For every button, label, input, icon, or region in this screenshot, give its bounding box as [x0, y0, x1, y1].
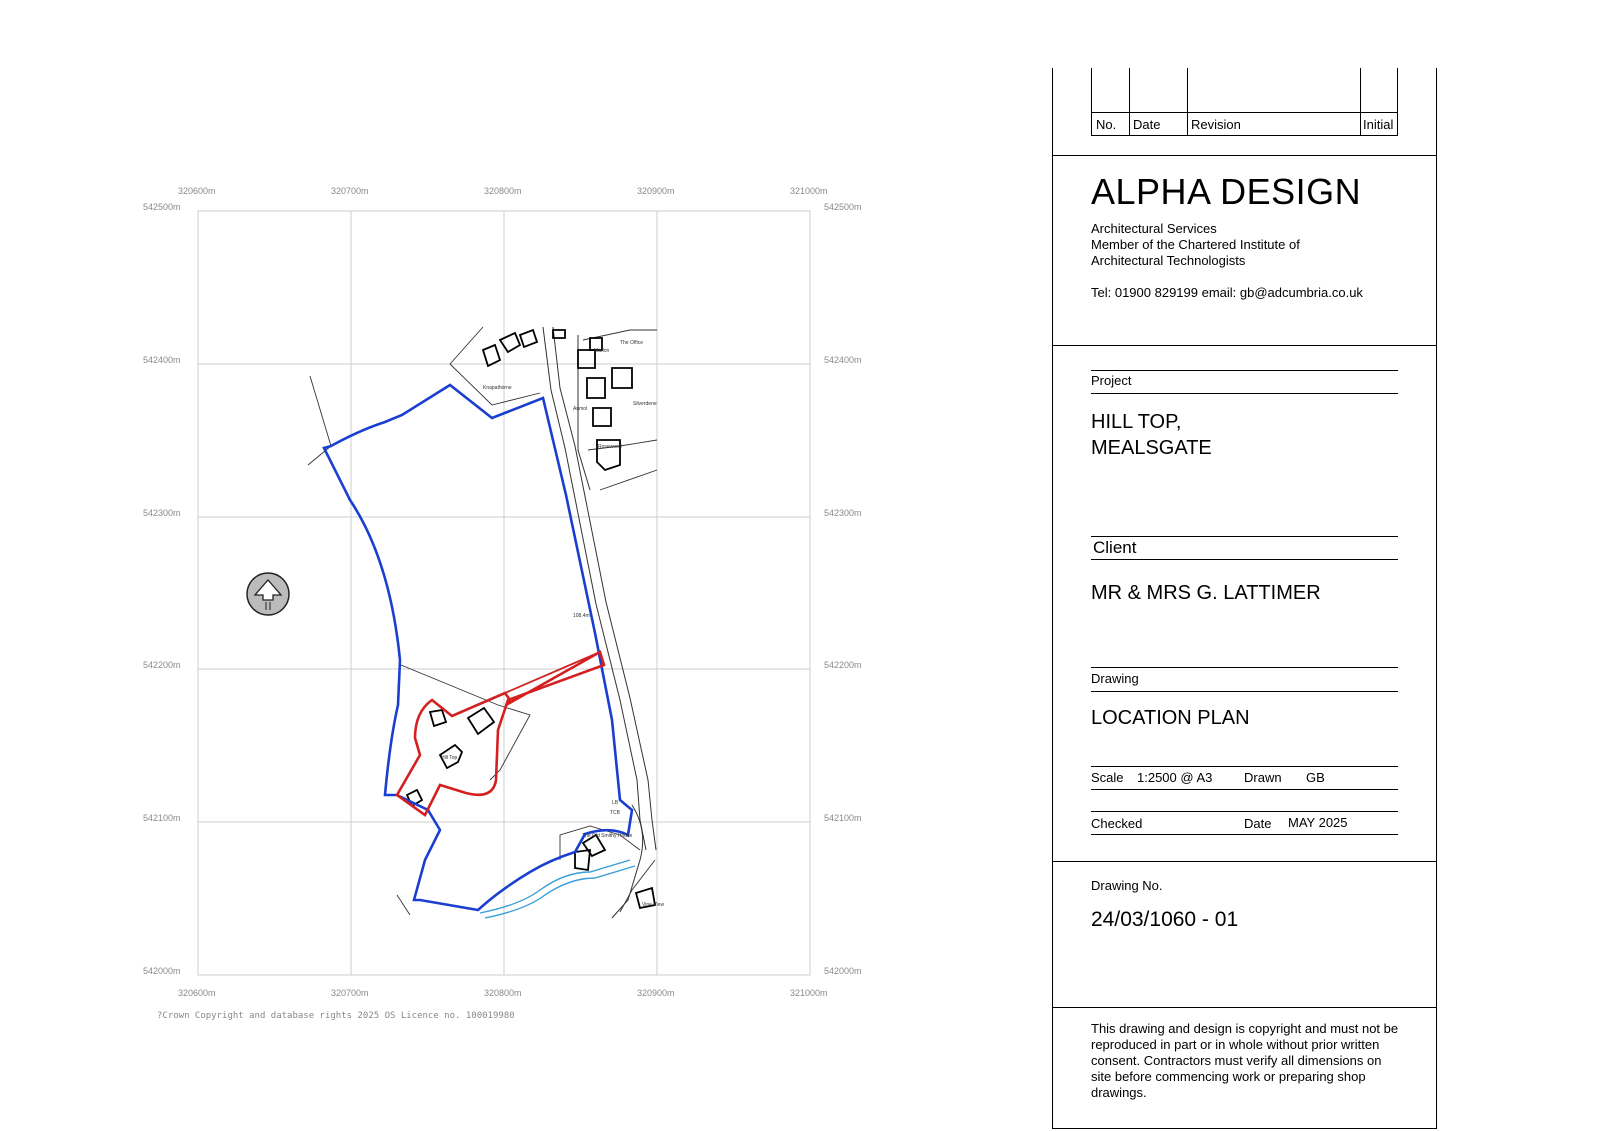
checked-label: Checked	[1091, 816, 1143, 831]
project-line-2: MEALSGATE	[1091, 437, 1212, 459]
grid-y-label: 542300m	[143, 508, 181, 518]
grid-y-label: 542000m	[824, 966, 862, 976]
field-lines	[308, 327, 657, 915]
building-label: Anmol	[573, 406, 588, 412]
grid-y-label: 542100m	[143, 813, 181, 823]
ownership-boundary	[324, 385, 632, 910]
scale-value: 1:2500 @ A3	[1137, 770, 1213, 785]
building-label: Knapathorne	[483, 385, 512, 391]
grid-y-label: 542500m	[824, 202, 862, 212]
building-label: Silverdene	[633, 401, 657, 407]
company-contact: Tel: 01900 829199 email: gb@adcumbria.co.uk	[1091, 285, 1363, 300]
grid-x-label: 320800m	[484, 186, 522, 196]
company-line-3: Architectural Technologists	[1091, 253, 1246, 268]
grid-x-label: 321000m	[790, 988, 828, 998]
title-block	[1052, 68, 1437, 1129]
grid-x-label: 320700m	[331, 186, 369, 196]
grid-labels-left	[143, 202, 181, 976]
building-label: Hill Top	[441, 755, 458, 761]
buildings	[407, 330, 655, 908]
grid-x-label: 320600m	[178, 186, 216, 196]
building-label: Rosewood	[598, 444, 622, 450]
building-label: Vine View	[642, 902, 665, 908]
grid-x-label: 320900m	[637, 988, 675, 998]
grid-y-label: 542200m	[143, 660, 181, 670]
drawing-number-section	[1053, 861, 1436, 1008]
spot-label: 108.4m	[573, 613, 590, 619]
grid-x-label: 320800m	[484, 988, 522, 998]
rev-header-revision: Revision	[1191, 117, 1241, 132]
client-value: MR & MRS G. LATTIMER	[1091, 582, 1321, 604]
grid-labels-right	[824, 202, 862, 976]
grid-y-label: 542100m	[824, 813, 862, 823]
copyright-disclaimer: This drawing and design is copyright and must not be reproduced in part or in whole without prior written consent. Contractors must verify all dimensions on site before commencing work or preparing shop drawings.	[1091, 1021, 1399, 1100]
date-value: MAY 2025	[1288, 815, 1348, 830]
project-section	[1053, 345, 1436, 862]
drawing-label: Drawing	[1091, 671, 1139, 686]
grid-labels-top	[178, 186, 828, 196]
company-line-2: Member of the Chartered Institute of	[1091, 237, 1300, 252]
spot-label: LB	[612, 800, 619, 806]
north-arrow-icon	[247, 573, 289, 615]
copyright-notice: ?Crown Copyright and database rights 2025 OS Licence no. 100019980	[157, 1011, 515, 1021]
grid-labels-bottom	[178, 988, 828, 998]
grid-y-label: 542000m	[143, 966, 181, 976]
grid-y-label: 542500m	[143, 202, 181, 212]
company-section	[1053, 155, 1436, 346]
grid-y-label: 542200m	[824, 660, 862, 670]
grid-x-label: 321000m	[790, 186, 828, 196]
grid-y-label: 542400m	[143, 355, 181, 365]
grid-x-label: 320700m	[331, 988, 369, 998]
building-label: The Office	[620, 340, 643, 346]
rev-header-no: No.	[1096, 117, 1117, 132]
building-label: Marlon	[594, 348, 610, 354]
drawn-label: Drawn	[1244, 770, 1282, 785]
road	[543, 327, 656, 918]
company-line-1: Architectural Services	[1091, 221, 1217, 236]
project-line-1: HILL TOP,	[1091, 411, 1182, 433]
client-label: Client	[1093, 538, 1137, 557]
drawing-no-value: 24/03/1060 - 01	[1091, 908, 1239, 931]
grid-y-label: 542300m	[824, 508, 862, 518]
drawn-value: GB	[1306, 770, 1325, 785]
company-name: ALPHA DESIGN	[1091, 171, 1362, 212]
grid	[198, 211, 810, 975]
drawing-value: LOCATION PLAN	[1091, 707, 1250, 729]
rev-header-date: Date	[1133, 117, 1161, 132]
grid-y-label: 542400m	[824, 355, 862, 365]
grid-x-label: 320600m	[178, 988, 216, 998]
date-label: Date	[1244, 816, 1272, 831]
scale-label: Scale	[1091, 770, 1124, 785]
building-label: The Old Smithy House	[582, 833, 633, 839]
revision-section	[1053, 68, 1436, 156]
revision-table	[1091, 68, 1398, 136]
rev-header-initial: Initial	[1363, 117, 1394, 132]
spot-label: TCB	[610, 810, 620, 816]
project-label: Project	[1091, 373, 1132, 388]
drawing-no-label: Drawing No.	[1091, 878, 1163, 893]
grid-x-label: 320900m	[637, 186, 675, 196]
